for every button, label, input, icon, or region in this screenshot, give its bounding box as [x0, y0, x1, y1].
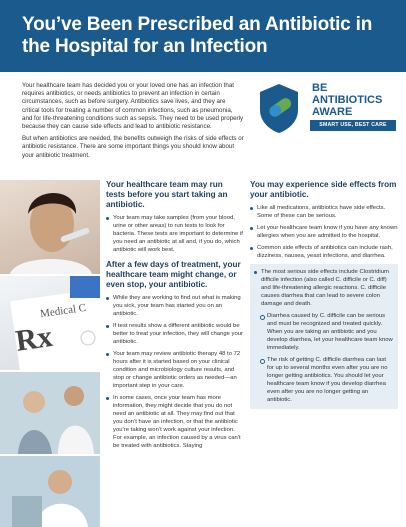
serious-side-effects-list [254, 268, 394, 308]
list-item: While they are working to find out what is making you sick, your team has started you on an antibiotic. [106, 294, 244, 318]
list-item: Like all medications, antibiotics have side effects. Some of these can be serious. [250, 204, 398, 220]
intro-text [22, 82, 244, 160]
intro-paragraph-1: Your healthcare team has decided you or your loved one has an infection that requires antibiotics, or needs antibiotics to prevent an infection in certain circumstances, such as before surgery. Antibiotics save lives, and they are critical tools for treating a number of common infections, such as pneumonia, and for life-threatening conditions such as sepsis. They need to be used properly because they can cause side effects and lead to antibiotic resistance. [22, 82, 244, 131]
c-difficile-sublist [260, 312, 394, 404]
logo-line-1: BE [312, 82, 328, 94]
middle-column [106, 180, 244, 454]
capsule-logo-icon [256, 82, 302, 134]
header-banner [0, 0, 406, 72]
tests-heading: Your healthcare team may run tests before you start taking an antibiotic. [106, 180, 228, 209]
logo-line-3: AWARE [312, 106, 353, 118]
rx-symbol: Rx [13, 319, 55, 358]
logo-wordmark [312, 82, 382, 118]
page-title: You’ve Been Prescribed an Antibiotic in the Hospital for an Infection [22, 14, 373, 57]
side-effects-heading: You may experience side effects from your antibiotic. [250, 180, 397, 199]
list-item: Let your healthcare team know if you have any known allergies when you are admitted to the hospital. [250, 224, 398, 240]
patient-with-doctor-photo [0, 372, 100, 454]
list-item: Your team may review antibiotic therapy 48 to 72 hours after it is started based on your clinical condition and microbiology culture results, and stop or change antibiotic orders as needed—an important step in your care. [106, 350, 244, 390]
change-antibiotic-list [106, 294, 244, 450]
tests-list [106, 214, 244, 254]
list-item: The risk of getting C. difficile diarrhea can last for up to several months even after you are no longer getting antibiotics. You should let your healthcare team know if you develop diarrhea even after you are no longer getting an antibiotic. [260, 356, 394, 404]
change-antibiotic-heading: After a few days of treatment, your healthcare team might change, or even stop, your antibiotic. [106, 260, 241, 289]
nurse-photo [0, 180, 100, 274]
list-item: If test results show a different antibiotic would be better to treat your infection, they will change your antibiotic. [106, 322, 244, 346]
side-effects-list [250, 204, 398, 260]
list-item: Common side effects of antibiotics can include rash, dizziness, nausea, yeast infections, and diarrhea. [250, 244, 398, 260]
intro-paragraph-2: But when antibiotics are needed, the benefits outweigh the risks of side effects or antibiotic resistance. There are some important things you should know about your antibiotic treatment. [22, 135, 244, 159]
logo-line-2: ANTIBIOTICS [312, 94, 383, 106]
caregiver-photo [0, 456, 100, 527]
prescription-pad-photo [0, 276, 100, 370]
be-antibiotics-aware-logo [250, 80, 398, 138]
serious-side-effects-box [250, 264, 398, 409]
list-item: In some cases, once your team has more information, they might decide that you do not need an antibiotic at all. They may find out that you don’t have an infection, or that the antibiotic you’re taking won’t work against your infection. For example, an infection caused by a virus can’t be treated with antibiotics. Staying [106, 394, 244, 450]
list-item: Your team may take samples (from your blood, urine or other areas) to run tests to look for bacteria. These tests are important to determine if you need an antibiotic at all and, if you do, which antibiotic will work best. [106, 214, 244, 254]
rx-pad-label: Medical C [39, 301, 87, 321]
right-column [250, 180, 398, 409]
logo-tagline: SMART USE, BEST CARE [310, 120, 396, 131]
list-item: Diarrhea caused by C. difficile can be serious and must be recognized and treated quickly. When you are taking an antibiotic and you develop diarrhea, let your healthcare team know immediately. [260, 312, 394, 352]
list-item: The most serious side effects include Clostridium difficile infection (also called C. difficile or C. diff) and life-threatening allergic reactions. C. difficile causes diarrhea that can lead to severe colon damage and death. [254, 268, 394, 308]
